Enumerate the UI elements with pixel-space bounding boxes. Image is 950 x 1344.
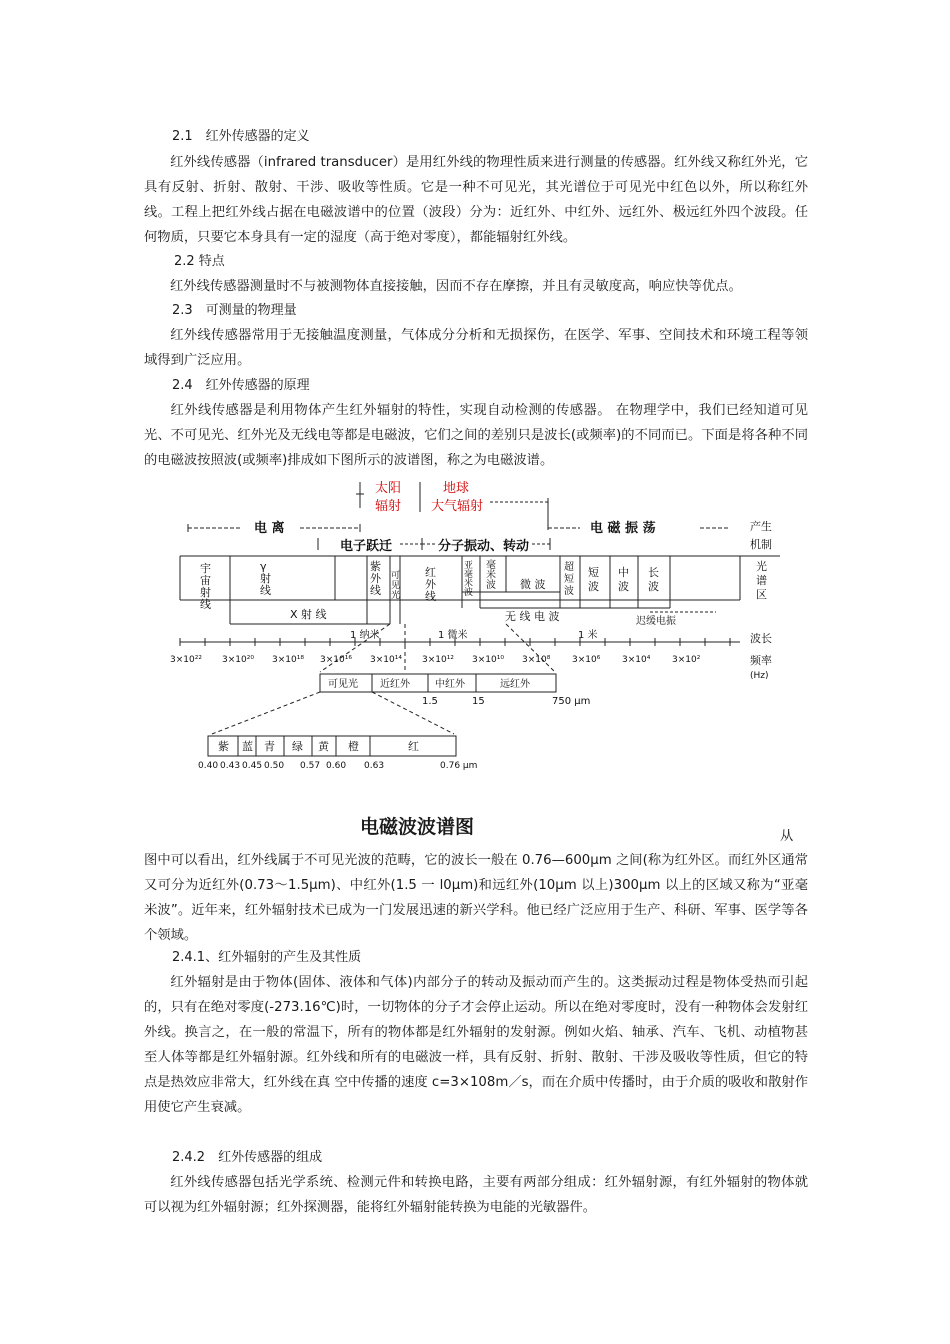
svg-text:波: 波	[618, 580, 629, 593]
section-2-3-body: 红外线传感器常用于无接触温度测量，气体成分分析和无损探伤，在医学、军事、空间技术和环境工程等领域得到广泛应用。	[144, 328, 808, 368]
svg-text:线: 线	[260, 584, 271, 597]
svg-text:0.76 μm: 0.76 μm	[440, 761, 478, 771]
svg-text:紫: 紫	[370, 560, 381, 573]
em-spectrum-diagram	[160, 472, 790, 772]
section-2-4-2-heading: 2.4.2 红外传感器的组成	[172, 1150, 323, 1165]
svg-text:3×10¹²: 3×10¹²	[422, 655, 454, 665]
svg-text:波长: 波长	[750, 632, 772, 645]
text-fragment: 从	[780, 829, 794, 844]
svg-text:波: 波	[464, 588, 474, 598]
sun-radiation-label	[356, 480, 401, 514]
svg-text:0.45: 0.45	[242, 761, 263, 771]
svg-text:产生: 产生	[750, 520, 772, 533]
section-2-4-body: 红外线传感器是利用物体产生红外辐射的特性，实现自动检测的传感器。 在物理学中，我们已经知道可见光、不可见光、红外光及无线电等都是电磁波，它们之间的差别只是波长(或频率)的不同而已。下面是将各种不同的电磁波按照波(或频率)排成如下图所示的波谱图，称之为电磁波谱。	[144, 403, 808, 468]
svg-text:光: 光	[756, 560, 767, 573]
svg-text:分子振动、转动: 分子振动、转动	[438, 539, 530, 554]
svg-text:米: 米	[486, 570, 496, 581]
section-2-1-body: 红外线传感器（infrared transducer）是用红外线的物理性质来进行测量的传感器。红外线又称红外光，它具有反射、折射、散射、干涉、吸收等性质。它是一种不可见光，其光谱位于可见光中红色以外，所以称红外线。工程上把红外线占据在电磁波谱中的位置（波段）分为：近红外、中红外、远红外、极远红外四个波段。任何物质，只要它本身具有一定的湿度（高于绝对零度），都能辐射红外线。	[144, 155, 808, 245]
svg-text:长: 长	[648, 566, 659, 579]
svg-text:机制: 机制	[750, 538, 772, 551]
svg-text:近红外: 近红外	[380, 679, 410, 690]
svg-text:毫: 毫	[464, 570, 474, 580]
svg-text:红: 红	[425, 566, 436, 579]
section-2-4-2-body: 红外线传感器包括光学系统、检测元件和转换电路，主要有两部分组成：红外辐射源，有红外辐射的物体就可以视为红外辐射源；红外探测器，能将红外辐射能转换为电能的光敏器件。	[144, 1175, 808, 1215]
svg-text:黄: 黄	[318, 740, 329, 753]
svg-text:毫: 毫	[486, 560, 496, 571]
svg-text:青: 青	[264, 740, 275, 753]
svg-text:远红外: 远红外	[500, 679, 530, 690]
svg-text:3×10²: 3×10²	[672, 655, 701, 665]
section-2-1-heading: 2.1 红外传感器的定义	[172, 129, 310, 144]
svg-text:可: 可	[391, 571, 401, 581]
svg-text:蓝: 蓝	[242, 740, 253, 753]
svg-text:15: 15	[472, 696, 485, 707]
svg-text:宇: 宇	[200, 562, 211, 575]
section-2-2-body: 红外线传感器测量时不与被测物体直接接触，因而不存在摩擦，并且有灵敏度高，响应快等优点。	[170, 279, 742, 294]
section-2-3-heading: 2.3 可测量的物理量	[172, 303, 297, 318]
svg-text:光: 光	[391, 591, 401, 601]
svg-text:线: 线	[425, 590, 436, 603]
svg-text:绿: 绿	[292, 740, 303, 753]
svg-text:波: 波	[564, 586, 574, 597]
svg-text:微 波: 微 波	[520, 578, 546, 591]
svg-text:3×10²²: 3×10²²	[170, 655, 202, 665]
svg-text:1 纳米: 1 纳米	[350, 630, 380, 641]
svg-text:1 微米: 1 微米	[438, 630, 468, 641]
section-2-4-1-body: 红外辐射是由于物体(固体、液体和气体)内部分子的转动及振动而产生的。这类振动过程是物体受热而引起的，只有在绝对零度(-273.16℃)时，一切物体的分子才会停止运动。所以在绝对零度时，没有一种物体会发射红外线。换言之，在一般的常温下，所有的物体都是红外辐射的发射源。例如火焰、轴承、汽车、飞机、动植物甚至人体等都是红外辐射源。红外线和所有的电磁波一样，具有反射、折射、散射、干涉及吸收等性质，但它的特点是热效应非常大，红外线在真 空中传播的速度 c=3×108m／s，而在介质中传播时，由于介质的吸收和散射作用使它产生衰减。	[144, 975, 808, 1115]
svg-text:电子跃迁: 电子跃迁	[340, 539, 393, 554]
em-spectrum-figure	[160, 472, 790, 772]
svg-text:射: 射	[200, 586, 211, 599]
svg-text:3×10¹⁰: 3×10¹⁰	[472, 655, 504, 665]
svg-text:0.43: 0.43	[220, 761, 241, 771]
svg-text:0.63: 0.63	[364, 761, 385, 771]
svg-text:线: 线	[200, 598, 211, 611]
svg-text:太阳: 太阳	[375, 481, 402, 496]
svg-text:大气辐射: 大气辐射	[431, 499, 484, 514]
svg-text:超: 超	[564, 562, 574, 573]
svg-text:区: 区	[756, 588, 767, 601]
figure-description: 图中可以看出，红外线属于不可见光波的范畴，它的波长一般在 0.76—600μm 之间(称为红外区。而红外区通常又可分为近红外(0.73～1.5μm)、中红外(1.5 一 l0μm)和远红外(10μm 以上)300μm 以上的区域又称为“亚毫米波”。近年来，红外辐射技术已成为一门发展迅速的新兴学科。他已经广泛应用于生产、科研、军事、医学等各个领域。	[144, 853, 808, 943]
svg-text:亚: 亚	[464, 561, 474, 571]
svg-text:3×10¹⁴: 3×10¹⁴	[370, 655, 402, 665]
svg-text:谱: 谱	[756, 574, 767, 587]
earth-radiation-label	[431, 480, 548, 514]
section-2-4-heading: 2.4 红外传感器的原理	[172, 378, 310, 393]
svg-text:射: 射	[260, 572, 271, 585]
svg-text:(Hz): (Hz)	[750, 671, 769, 681]
svg-text:0.57: 0.57	[300, 761, 321, 771]
svg-text:0.50: 0.50	[264, 761, 285, 771]
svg-text:波: 波	[648, 580, 659, 593]
svg-text:可见光: 可见光	[328, 679, 358, 690]
svg-text:外: 外	[425, 578, 436, 591]
figure-title: 电磁波波谱图	[360, 816, 475, 838]
svg-text:中: 中	[618, 566, 629, 579]
svg-text:3×10⁴: 3×10⁴	[622, 655, 651, 665]
svg-text:1.5: 1.5	[422, 696, 438, 707]
svg-text:γ: γ	[260, 560, 267, 573]
svg-text:米: 米	[464, 579, 474, 589]
svg-text:地球: 地球	[443, 481, 470, 496]
svg-text:波: 波	[486, 580, 496, 591]
svg-text:无 线 电 波: 无 线 电 波	[505, 610, 560, 623]
svg-text:宙: 宙	[200, 574, 211, 587]
svg-text:1 米: 1 米	[578, 630, 598, 641]
svg-text:迟缓电振: 迟缓电振	[636, 616, 676, 627]
svg-text:中红外: 中红外	[435, 679, 465, 690]
svg-text:短: 短	[564, 574, 574, 585]
svg-text:3×10⁸: 3×10⁸	[522, 655, 551, 665]
svg-text:3×10²⁰: 3×10²⁰	[222, 655, 254, 665]
svg-text:3×10⁶: 3×10⁶	[572, 655, 601, 665]
svg-text:外: 外	[370, 572, 381, 585]
svg-text:紫: 紫	[218, 740, 229, 753]
svg-text:红: 红	[408, 740, 419, 753]
svg-text:3×10¹⁶: 3×10¹⁶	[320, 655, 352, 665]
svg-text:750 μm: 750 μm	[552, 696, 591, 707]
svg-text:0.40: 0.40	[198, 761, 219, 771]
svg-text:线: 线	[370, 584, 381, 597]
svg-text:频率: 频率	[750, 654, 772, 667]
svg-text:3×10¹⁸: 3×10¹⁸	[272, 655, 304, 665]
svg-text:X 射 线: X 射 线	[290, 608, 327, 621]
svg-text:短: 短	[588, 566, 599, 579]
section-2-2-heading: 2.2 特点	[174, 254, 225, 269]
svg-text:橙: 橙	[348, 740, 359, 753]
svg-text:0.60: 0.60	[326, 761, 347, 771]
section-2-4-1-heading: 2.4.1、红外辐射的产生及其性质	[172, 950, 362, 965]
svg-text:波: 波	[588, 580, 599, 593]
svg-text:电 离: 电 离	[254, 521, 285, 536]
svg-text:见: 见	[391, 581, 401, 591]
svg-text:辐射: 辐射	[375, 499, 402, 514]
svg-text:电 磁 振 荡: 电 磁 振 荡	[590, 521, 656, 536]
